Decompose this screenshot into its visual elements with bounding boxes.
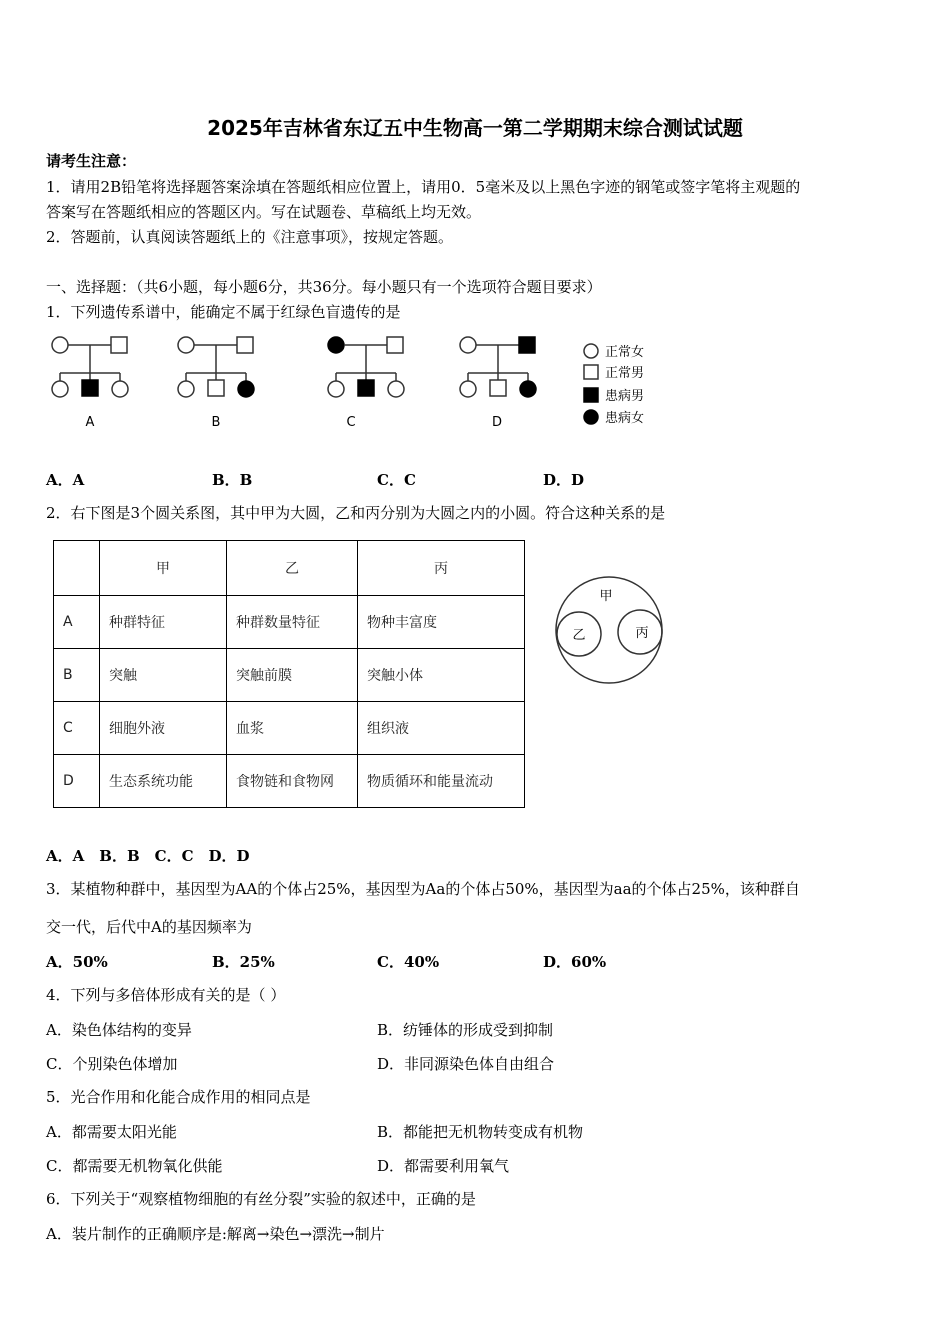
- q1-option-a: A．A: [46, 471, 85, 489]
- notice-item-2: 2．答题前，认真阅读答题纸上的《注意事项》，按规定答题。: [46, 228, 454, 246]
- header-cell: [54, 541, 100, 596]
- q1-pedigree-diagram: [40, 330, 680, 440]
- cell: 物质循环和能量流动: [358, 755, 525, 808]
- q3-option-b: B．25%: [212, 953, 275, 971]
- q1-stem: 1．下列遗传系谱中，能确定不属于红绿色盲遗传的是: [46, 303, 401, 321]
- row-label: D: [54, 755, 100, 808]
- q6-option-a: A．装片制作的正确顺序是:解离→染色→漂洗→制片: [46, 1225, 385, 1243]
- section-heading: 一、选择题：（共6小题，每小题6分，共36分。每小题只有一个选项符合题目要求）: [46, 278, 602, 296]
- circle-label-yi: 乙: [572, 628, 586, 643]
- pedigree-a: [52, 337, 128, 397]
- pedigree-b: [178, 337, 254, 397]
- q2-stem: 2．右下图是3个圆关系图，其中甲为大圆，乙和丙分别为大圆之内的小圆。符合这种关系的是: [46, 504, 666, 522]
- legend-affected-female: 患病女: [605, 411, 645, 426]
- header-cell-bing: 丙: [358, 541, 525, 596]
- cell: 种群数量特征: [227, 596, 358, 649]
- table-header-row: [54, 541, 525, 596]
- pedigree-label-c: C: [346, 415, 356, 430]
- legend-normal-male: 正常男: [605, 366, 645, 381]
- pedigree-label-a: A: [85, 415, 95, 430]
- pedigree-c: [328, 337, 404, 397]
- table-row: [54, 649, 525, 702]
- notice-item-1-line-2: 答案写在答题纸相应的答题区内。写在试题卷、草稿纸上均无效。: [46, 203, 482, 221]
- q4-option-a: A．染色体结构的变异: [46, 1021, 192, 1039]
- q1-option-d: D．D: [543, 471, 585, 489]
- cell: 组织液: [358, 702, 525, 755]
- row-label: B: [54, 649, 100, 702]
- table-row: [54, 702, 525, 755]
- pedigree-label-d: D: [491, 415, 503, 430]
- table-row: [54, 755, 525, 808]
- legend-normal-female: 正常女: [605, 345, 645, 360]
- cell: 食物链和食物网: [227, 755, 358, 808]
- q5-option-c: C．都需要无机物氧化供能: [46, 1157, 223, 1175]
- cell: 物种丰富度: [358, 596, 525, 649]
- q5-option-a: A．都需要太阳光能: [46, 1123, 177, 1141]
- cell: 突触小体: [358, 649, 525, 702]
- pedigree-legend: [584, 344, 598, 424]
- q4-option-d: D．非同源染色体自由组合: [377, 1055, 555, 1073]
- cell: 细胞外液: [100, 702, 227, 755]
- q5-option-b: B．都能把无机物转变成有机物: [377, 1123, 584, 1141]
- cell: 生态系统功能: [100, 755, 227, 808]
- notice-heading: 请考生注意：: [46, 152, 137, 170]
- q4-option-b: B．纺锤体的形成受到抑制: [377, 1021, 554, 1039]
- table-row: [54, 596, 525, 649]
- q3-option-a: A．50%: [46, 953, 108, 971]
- q2-circle-diagram: [552, 574, 670, 686]
- pedigree-d: [460, 337, 536, 397]
- page-title: 2025年吉林省东辽五中生物高一第二学期期末综合测试试题: [207, 116, 743, 140]
- q3-stem-line-1: 3．某植物种群中，基因型为AA的个体占25%，基因型为Aa的个体占50%，基因型为aa的个体占25%，该种群自: [46, 880, 800, 898]
- q3-option-c: C．40%: [377, 953, 440, 971]
- pedigree-label-b: B: [211, 415, 221, 430]
- q1-option-b: B．B: [212, 471, 253, 489]
- legend-affected-male: 患病男: [605, 389, 645, 404]
- q6-stem: 6．下列关于“观察植物细胞的有丝分裂”实验的叙述中，正确的是: [46, 1190, 476, 1208]
- q4-option-c: C．个别染色体增加: [46, 1055, 178, 1073]
- header-cell-yi: 乙: [227, 541, 358, 596]
- q3-stem-line-2: 交一代，后代中A的基因频率为: [46, 918, 252, 936]
- notice-item-1-line-1: 1．请用2B铅笔将选择题答案涂填在答题纸相应位置上，请用0．5毫米及以上黑色字迹的钢笔或签字笔将主观题的: [46, 178, 801, 196]
- q2-options: A．A B．B C．C D．D: [46, 847, 250, 865]
- circle-label-bing: 丙: [635, 626, 649, 641]
- cell: 突触前膜: [227, 649, 358, 702]
- cell: 血浆: [227, 702, 358, 755]
- cell: 突触: [100, 649, 227, 702]
- cell: 种群特征: [100, 596, 227, 649]
- row-label: C: [54, 702, 100, 755]
- q2-table: [53, 540, 525, 808]
- q4-stem: 4．下列与多倍体形成有关的是（ ）: [46, 986, 286, 1004]
- circle-label-jia: 甲: [599, 589, 613, 604]
- q3-option-d: D．60%: [543, 953, 607, 971]
- header-cell-jia: 甲: [100, 541, 227, 596]
- q5-stem: 5．光合作用和化能合成作用的相同点是: [46, 1088, 311, 1106]
- q5-option-d: D．都需要利用氧气: [377, 1157, 510, 1175]
- q1-option-c: C．C: [377, 471, 416, 489]
- row-label: A: [54, 596, 100, 649]
